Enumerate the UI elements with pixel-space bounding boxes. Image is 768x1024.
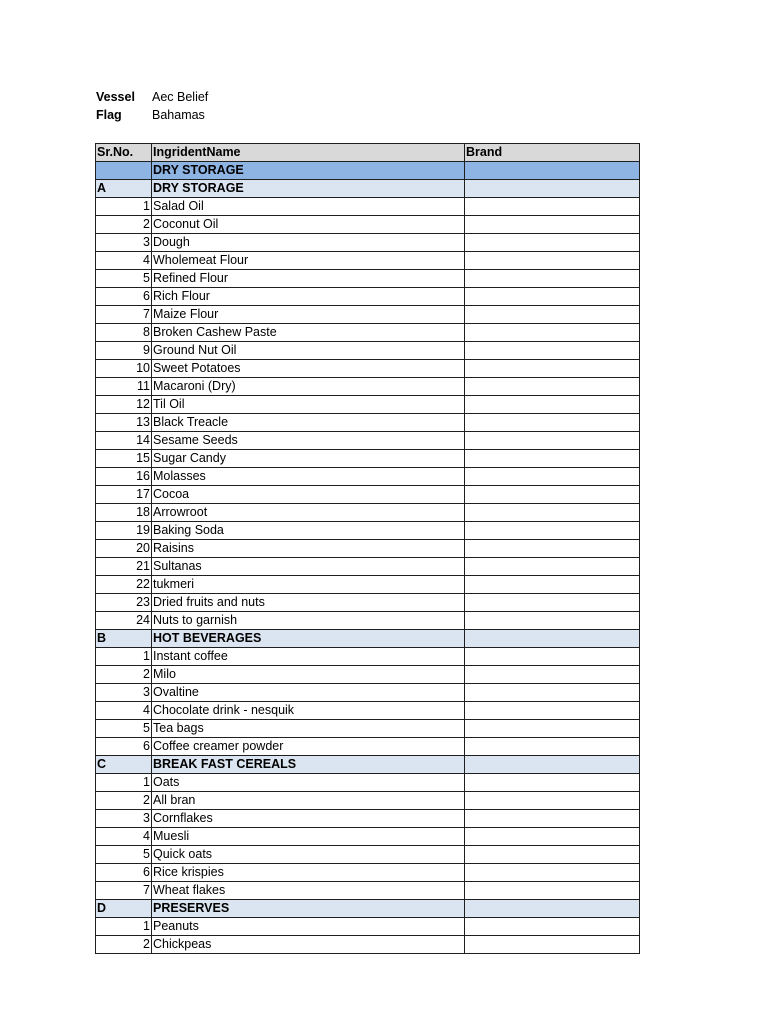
ingredient-name-cell: Black Treacle — [152, 414, 465, 432]
table-row — [96, 468, 640, 486]
table-row — [96, 306, 640, 324]
brand-cell — [465, 702, 640, 720]
ingredient-name-cell: Oats — [152, 774, 465, 792]
brand-cell — [465, 828, 640, 846]
column-header-srno: Sr.No. — [96, 144, 152, 162]
brand-cell — [465, 684, 640, 702]
table-row — [96, 720, 640, 738]
table-row — [96, 216, 640, 234]
ingredient-name-cell: Ground Nut Oil — [152, 342, 465, 360]
sr-no-cell: 3 — [96, 684, 152, 702]
ingredient-name-cell: Rice krispies — [152, 864, 465, 882]
table-row — [96, 684, 640, 702]
sr-no-cell: 13 — [96, 414, 152, 432]
sr-no-cell: 2 — [96, 666, 152, 684]
table-row — [96, 234, 640, 252]
sr-no-cell: 3 — [96, 810, 152, 828]
table-row — [96, 252, 640, 270]
ingredient-table-body — [96, 144, 640, 954]
brand-cell — [465, 918, 640, 936]
flag-value: Bahamas — [152, 108, 205, 123]
ingredient-name-cell: Sultanas — [152, 558, 465, 576]
section-row-dry-storage — [96, 180, 640, 198]
sr-no-cell: 24 — [96, 612, 152, 630]
table-row — [96, 486, 640, 504]
sr-no-cell: 1 — [96, 918, 152, 936]
section-row-break-fast-cereals — [96, 756, 640, 774]
category-brand-cell — [465, 162, 640, 180]
brand-cell — [465, 504, 640, 522]
ingredient-name-cell: Cocoa — [152, 486, 465, 504]
ingredient-name-cell: tukmeri — [152, 576, 465, 594]
column-header-ingredient-name: IngridentName — [152, 144, 465, 162]
table-row — [96, 522, 640, 540]
vessel-label: Vessel — [96, 90, 135, 104]
ingredient-name-cell: Raisins — [152, 540, 465, 558]
section-code: B — [96, 630, 152, 648]
sr-no-cell: 19 — [96, 522, 152, 540]
ingredient-name-cell: All bran — [152, 792, 465, 810]
table-row — [96, 342, 640, 360]
brand-cell — [465, 270, 640, 288]
ingredient-name-cell: Sesame Seeds — [152, 432, 465, 450]
ingredient-name-cell: Quick oats — [152, 846, 465, 864]
brand-cell — [465, 792, 640, 810]
table-row — [96, 414, 640, 432]
sr-no-cell: 3 — [96, 234, 152, 252]
sr-no-cell: 7 — [96, 882, 152, 900]
brand-cell — [465, 882, 640, 900]
brand-cell — [465, 468, 640, 486]
table-row — [96, 576, 640, 594]
sr-no-cell: 18 — [96, 504, 152, 522]
brand-cell — [465, 288, 640, 306]
brand-cell — [465, 324, 640, 342]
ingredient-table — [95, 143, 640, 954]
ingredient-name-cell: Sugar Candy — [152, 450, 465, 468]
ingredient-name-cell: Wholemeat Flour — [152, 252, 465, 270]
table-row — [96, 432, 640, 450]
ingredient-name-cell: Coffee creamer powder — [152, 738, 465, 756]
sr-no-cell: 20 — [96, 540, 152, 558]
ingredient-name-cell: Salad Oil — [152, 198, 465, 216]
brand-cell — [465, 612, 640, 630]
sr-no-cell: 9 — [96, 342, 152, 360]
table-row — [96, 666, 640, 684]
ingredient-name-cell: Instant coffee — [152, 648, 465, 666]
table-row — [96, 396, 640, 414]
sr-no-cell: 7 — [96, 306, 152, 324]
table-row — [96, 702, 640, 720]
table-row — [96, 864, 640, 882]
sr-no-cell: 2 — [96, 216, 152, 234]
sr-no-cell: 4 — [96, 252, 152, 270]
sr-no-cell: 12 — [96, 396, 152, 414]
table-row — [96, 324, 640, 342]
section-title: PRESERVES — [152, 900, 465, 918]
sr-no-cell: 4 — [96, 828, 152, 846]
sr-no-cell: 8 — [96, 324, 152, 342]
brand-cell — [465, 486, 640, 504]
table-row — [96, 594, 640, 612]
table-row — [96, 360, 640, 378]
ingredient-name-cell: Ovaltine — [152, 684, 465, 702]
brand-cell — [465, 558, 640, 576]
sr-no-cell: 17 — [96, 486, 152, 504]
ingredient-name-cell: Dried fruits and nuts — [152, 594, 465, 612]
brand-cell — [465, 234, 640, 252]
brand-cell — [465, 540, 640, 558]
table-row — [96, 288, 640, 306]
table-row — [96, 504, 640, 522]
ingredient-name-cell: Nuts to garnish — [152, 612, 465, 630]
brand-cell — [465, 198, 640, 216]
table-row — [96, 918, 640, 936]
sr-no-cell: 14 — [96, 432, 152, 450]
section-code: C — [96, 756, 152, 774]
ingredient-name-cell: Til Oil — [152, 396, 465, 414]
ingredient-name-cell: Maize Flour — [152, 306, 465, 324]
ingredient-name-cell: Refined Flour — [152, 270, 465, 288]
brand-cell — [465, 666, 640, 684]
table-row — [96, 270, 640, 288]
sr-no-cell: 5 — [96, 270, 152, 288]
ingredient-name-cell: Cornflakes — [152, 810, 465, 828]
table-row — [96, 198, 640, 216]
table-row — [96, 450, 640, 468]
sr-no-cell: 21 — [96, 558, 152, 576]
ingredient-name-cell: Tea bags — [152, 720, 465, 738]
table-row — [96, 612, 640, 630]
category-code-cell — [96, 162, 152, 180]
table-row — [96, 774, 640, 792]
section-title: BREAK FAST CEREALS — [152, 756, 465, 774]
brand-cell — [465, 450, 640, 468]
brand-cell — [465, 810, 640, 828]
sr-no-cell: 15 — [96, 450, 152, 468]
brand-cell — [465, 378, 640, 396]
table-row — [96, 846, 640, 864]
table-row — [96, 810, 640, 828]
table-row — [96, 558, 640, 576]
sr-no-cell: 6 — [96, 288, 152, 306]
ingredient-name-cell: Dough — [152, 234, 465, 252]
brand-cell — [465, 432, 640, 450]
ingredient-name-cell: Broken Cashew Paste — [152, 324, 465, 342]
sr-no-cell: 2 — [96, 936, 152, 954]
brand-cell — [465, 738, 640, 756]
category-row — [96, 162, 640, 180]
sr-no-cell: 23 — [96, 594, 152, 612]
brand-cell — [465, 306, 640, 324]
sr-no-cell: 5 — [96, 720, 152, 738]
brand-cell — [465, 216, 640, 234]
sr-no-cell: 6 — [96, 738, 152, 756]
ingredient-name-cell: Peanuts — [152, 918, 465, 936]
ingredient-name-cell: Milo — [152, 666, 465, 684]
section-brand-cell — [465, 180, 640, 198]
column-header-brand: Brand — [465, 144, 640, 162]
sr-no-cell: 1 — [96, 198, 152, 216]
table-row — [96, 378, 640, 396]
brand-cell — [465, 648, 640, 666]
brand-cell — [465, 360, 640, 378]
sr-no-cell: 5 — [96, 846, 152, 864]
flag-row — [96, 106, 208, 124]
sr-no-cell: 10 — [96, 360, 152, 378]
section-row-hot-beverages — [96, 630, 640, 648]
category-title: DRY STORAGE — [152, 162, 465, 180]
sr-no-cell: 11 — [96, 378, 152, 396]
brand-cell — [465, 576, 640, 594]
section-brand-cell — [465, 900, 640, 918]
sr-no-cell: 1 — [96, 774, 152, 792]
section-brand-cell — [465, 630, 640, 648]
vessel-row — [96, 88, 208, 106]
table-row — [96, 936, 640, 954]
brand-cell — [465, 342, 640, 360]
ingredient-name-cell: Wheat flakes — [152, 882, 465, 900]
table-row — [96, 828, 640, 846]
sr-no-cell: 4 — [96, 702, 152, 720]
ingredient-name-cell: Arrowroot — [152, 504, 465, 522]
brand-cell — [465, 864, 640, 882]
ingredient-name-cell: Muesli — [152, 828, 465, 846]
table-header-row — [96, 144, 640, 162]
ingredient-name-cell: Rich Flour — [152, 288, 465, 306]
table-row — [96, 882, 640, 900]
sr-no-cell: 6 — [96, 864, 152, 882]
section-brand-cell — [465, 756, 640, 774]
brand-cell — [465, 846, 640, 864]
sr-no-cell: 22 — [96, 576, 152, 594]
section-title: DRY STORAGE — [152, 180, 465, 198]
vessel-info — [96, 88, 208, 125]
ingredient-name-cell: Chocolate drink - nesquik — [152, 702, 465, 720]
table-row — [96, 792, 640, 810]
vessel-value: Aec Belief — [152, 90, 209, 104]
table-row — [96, 648, 640, 666]
sr-no-cell: 16 — [96, 468, 152, 486]
sr-no-cell: 2 — [96, 792, 152, 810]
brand-cell — [465, 252, 640, 270]
table-row — [96, 738, 640, 756]
brand-cell — [465, 720, 640, 738]
sr-no-cell: 1 — [96, 648, 152, 666]
section-code: D — [96, 900, 152, 918]
brand-cell — [465, 936, 640, 954]
brand-cell — [465, 396, 640, 414]
ingredient-name-cell: Sweet Potatoes — [152, 360, 465, 378]
table-row — [96, 540, 640, 558]
section-row-preserves — [96, 900, 640, 918]
brand-cell — [465, 774, 640, 792]
section-code: A — [96, 180, 152, 198]
brand-cell — [465, 414, 640, 432]
ingredient-name-cell: Chickpeas — [152, 936, 465, 954]
ingredient-name-cell: Macaroni (Dry) — [152, 378, 465, 396]
brand-cell — [465, 522, 640, 540]
ingredient-name-cell: Molasses — [152, 468, 465, 486]
ingredient-name-cell: Baking Soda — [152, 522, 465, 540]
section-title: HOT BEVERAGES — [152, 630, 465, 648]
flag-label: Flag — [96, 108, 122, 123]
ingredient-name-cell: Coconut Oil — [152, 216, 465, 234]
brand-cell — [465, 594, 640, 612]
